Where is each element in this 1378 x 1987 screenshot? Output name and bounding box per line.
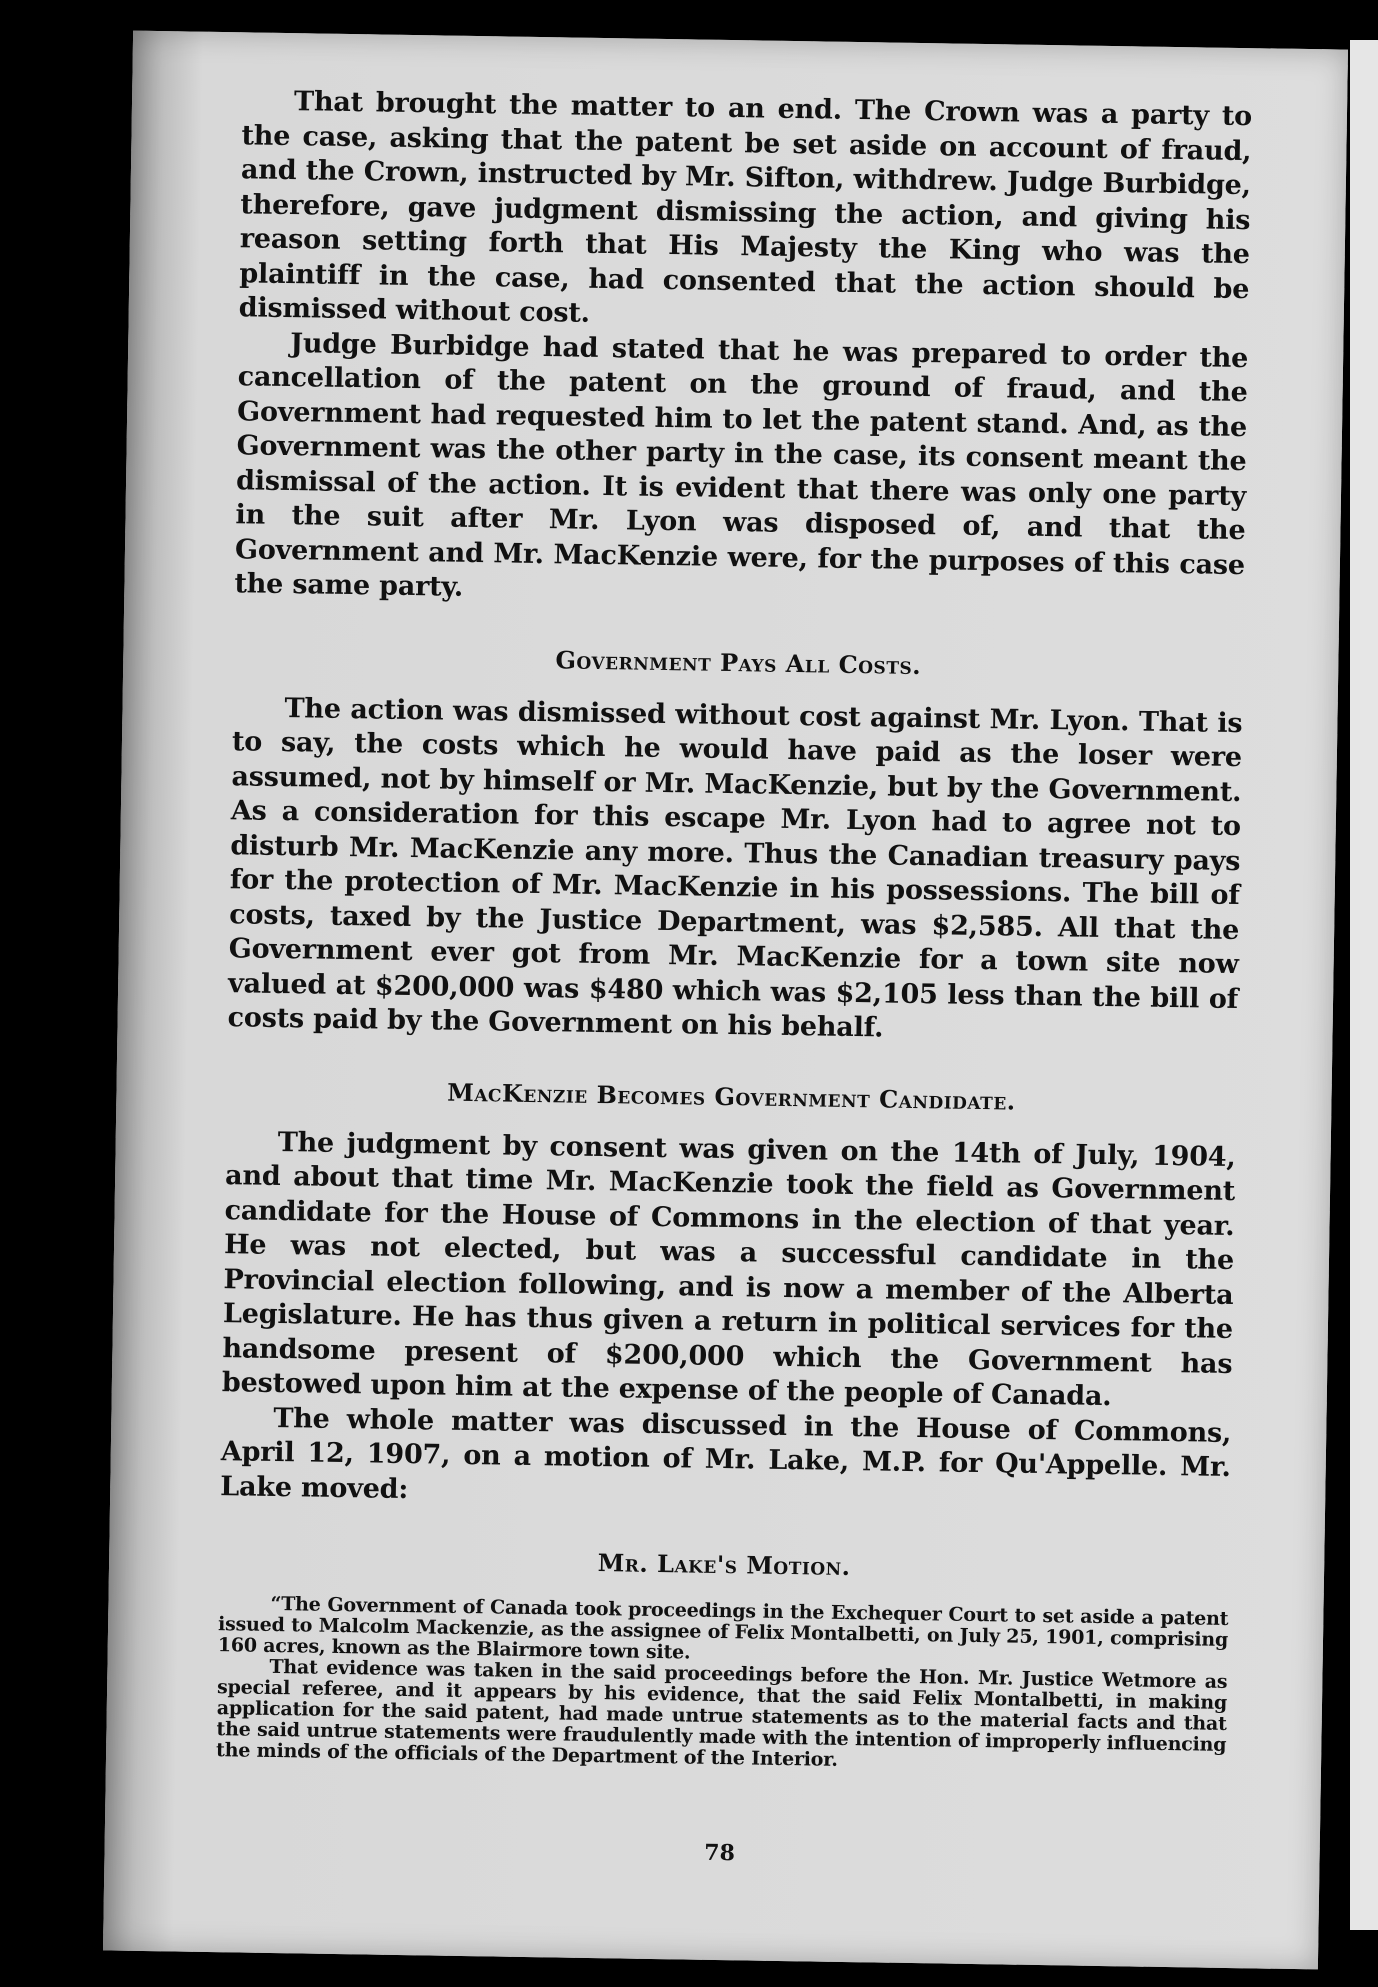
paragraph-4: The judgment by consent was given on the 14th of July, 1904, and about that time Mr. MacKenzie took the field as Government candidate for the House of Commons in the election of that year. He was not elected, but was a successful candidate in the Provincial election following, and is now a member of the Alberta Legislature. He has thus given a return in political services for the handsome present of $200,000 which the Government has bestowed upon him at the expense of the people of Canada. bbox=[221, 1126, 1236, 1413]
section-heading-mackenzie-candidate: MacKenzie Becomes Government Candidate. bbox=[447, 1077, 1016, 1116]
paragraph-1: That brought the matter to an end. The Crown was a party to the case, asking that the patent be set aside on account of fraud, and the Crown, instructed by Mr. Sifton, withdrew. Judge Burbidge, therefore, gave judgment dismissing the action, and giving his reason setting forth that His Majesty the King who was the plaintiff in the case, had consented that the action should be dismissed without cost. bbox=[238, 86, 1253, 329]
section-heading-government-pays: Government Pays All Costs. bbox=[555, 644, 922, 680]
page-content bbox=[215, 84, 1253, 1867]
paragraph-2: Judge Burbidge had stated that he was prepared to order the cancellation of the patent on the ground of fraud, and the Government had requested him to let the patent stand. And, as the Government was the other party in the case, its consent meant the dismissal of the action. It is evident that there was only one party in the suit after Mr. Lyon was disposed of, and that the Government and Mr. MacKenzie were, for the purposes of this case the same party. bbox=[234, 327, 1249, 603]
page-number: 78 bbox=[704, 1839, 736, 1867]
quote-paragraph-2: That evidence was taken in the said proceedings before the Hon. Mr. Justice Wetmore as special referee, and it appears by his evidence, that the said Felix Montalbetti, in making application for the said patent, had made untrue statements as to the material facts and that the said untrue statements were fraudulently made with the intention of improperly influencing the minds of the officials of the Department of the Interior. bbox=[215, 1655, 1228, 1771]
quote-paragraph-1: “The Government of Canada took proceedings in the Exchequer Court to set aside a patent issued to Malcolm Mackenzie, as the assignee of Felix Montalbetti, on July 25, 1901, comprising 160 acres, known as the Blairmore town site. bbox=[217, 1592, 1229, 1664]
book-page bbox=[103, 31, 1348, 1970]
section-heading-lake-motion: Mr. Lake's Motion. bbox=[597, 1548, 851, 1582]
adjacent-page-edge bbox=[1350, 40, 1378, 1930]
paragraph-5: The whole matter was discussed in the House of Commons, April 12, 1907, on a motion of Mr. Lake, M.P. for Qu'Appelle. Mr. Lake moved: bbox=[220, 1402, 1232, 1505]
paragraph-3: The action was dismissed without cost against Mr. Lyon. That is to say, the costs which he would have paid as the loser were assumed, not by himself or Mr. MacKenzie, but by the Government. As a consideration for this escape Mr. Lyon had to agree not to disturb Mr. MacKenzie any more. Thus the Canadian treasury pays for the protection of Mr. MacKenzie in his possessions. The bill of costs, taxed by the Justice Department, was $2,585. All that the Government ever got from Mr. MacKenzie for a town site now valued at $200,000 was $480 which was $2,105 less than the bill of costs paid by the Government on his behalf. bbox=[227, 692, 1243, 1044]
